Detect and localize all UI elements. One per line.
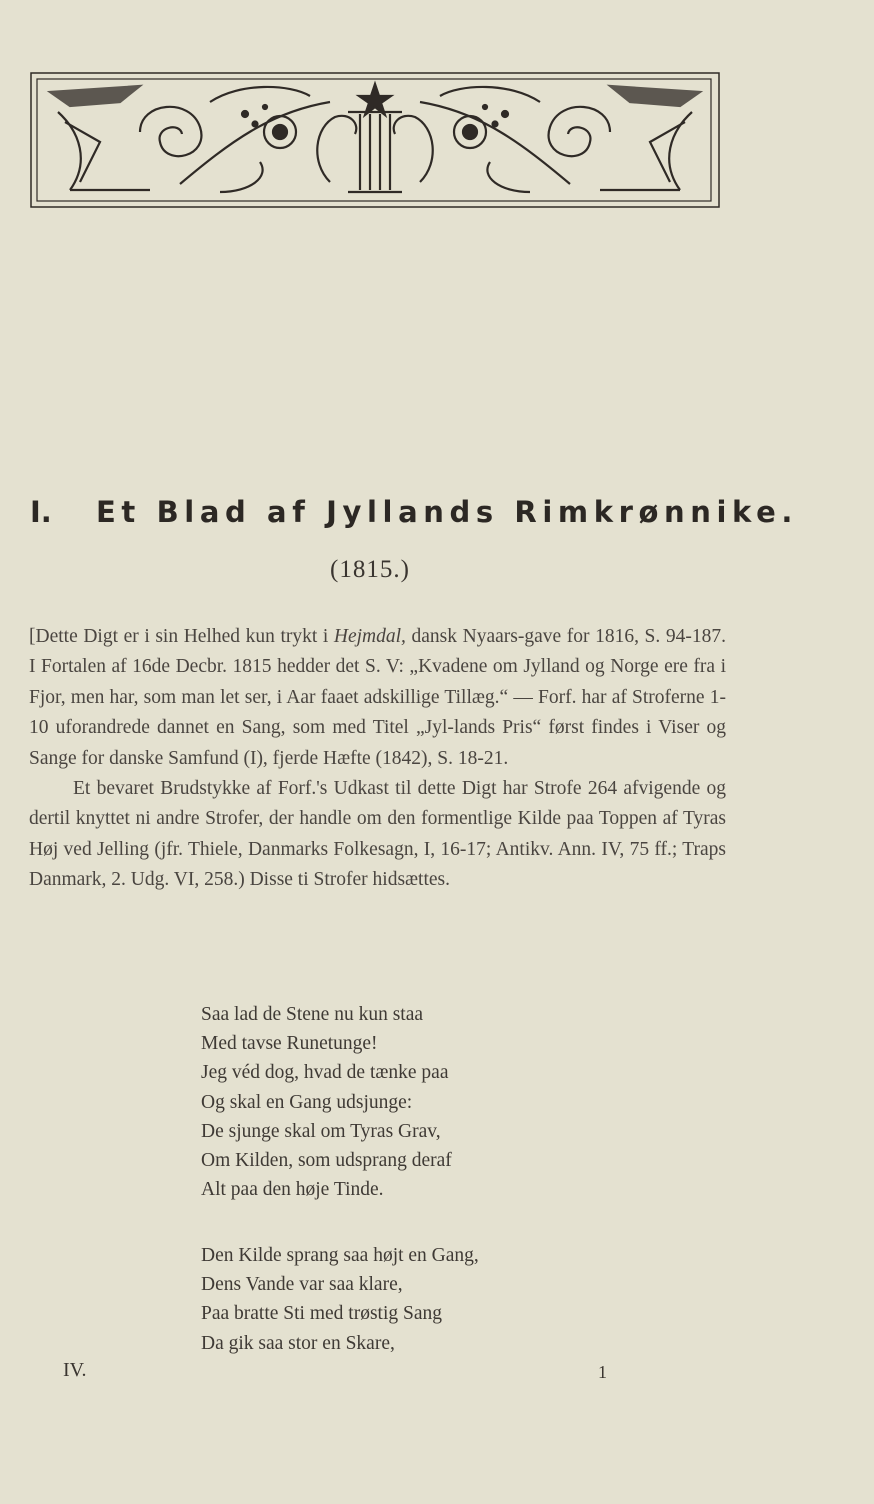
verse-line: Om Kilden, som udsprang deraf — [201, 1150, 452, 1172]
signature-mark: IV. — [63, 1359, 87, 1381]
chapter-year: (1815.) — [330, 556, 410, 583]
page-number: 1 — [598, 1362, 607, 1382]
verse-line: Og skal en Gang udsjunge: — [201, 1091, 413, 1113]
chapter-number: I. — [30, 495, 52, 529]
verse-line: Alt paa den høje Tinde. — [201, 1179, 384, 1201]
verse-line: De sjunge skal om Tyras Grav, — [201, 1120, 441, 1142]
verse-line: Den Kilde sprang saa højt en Gang, — [201, 1245, 479, 1266]
poem-stanza — [201, 1000, 621, 1204]
journal-title: Hejmdal, — [333, 626, 406, 647]
verse-line: Saa lad de Stene nu kun staa — [201, 1004, 424, 1025]
verse-line: Jeg véd dog, hvad de tænke paa — [201, 1062, 449, 1084]
lyre-ornament-icon — [30, 72, 720, 208]
note-paragraph: Et bevaret Brudstykke af Forf.'s Udkast til dette Digt har Strofe 264 afvigende og dertil knyttet ni andre Strofer, der handle om den formentlige Kilde paa Toppen af Tyras Høj ved Jelling (jfr. Thiele, Danmarks Folkesagn, I, 16-17; Antikv. Ann. IV, 75 ff.; Traps Danmark, 2. Udg. VI, 258.) Disse ti Strofer hidsættes. — [29, 778, 726, 891]
poem-stanza — [201, 1241, 621, 1358]
note-paragraph: [Dette Digt er i sin Helhed kun trykt i Hejmdal, dansk Nyaars-gave for 1816, S. 94-187. I Fortalen af 16de Decbr. 1815 hedder det S. V: „Kvadene om Jylland og Norge ere fra i Fjor, men har, som man let ser, i Aar faaet adskillige Tillæg.“ — Forf. har af Stroferne 1-10 uforandrede dannet en Sang, som med Titel „Jyl-lands Pris“ først findes i Viser og Sange for danske Samfund (I), fjerde Hæfte (1842), S. 18-21. — [29, 626, 726, 769]
verse-line: Med tavse Runetunge! — [201, 1033, 378, 1055]
verse-line: Paa bratte Sti med trøstig Sang — [201, 1303, 443, 1325]
verse-line: Dens Vande var saa klare, — [201, 1274, 403, 1296]
chapter-title: Et Blad af Jyllands Rimkrønnike. — [96, 495, 799, 529]
editorial-note — [29, 622, 726, 896]
verse-line: Da gik saa stor en Skare, — [201, 1332, 395, 1354]
page-title — [30, 495, 799, 529]
